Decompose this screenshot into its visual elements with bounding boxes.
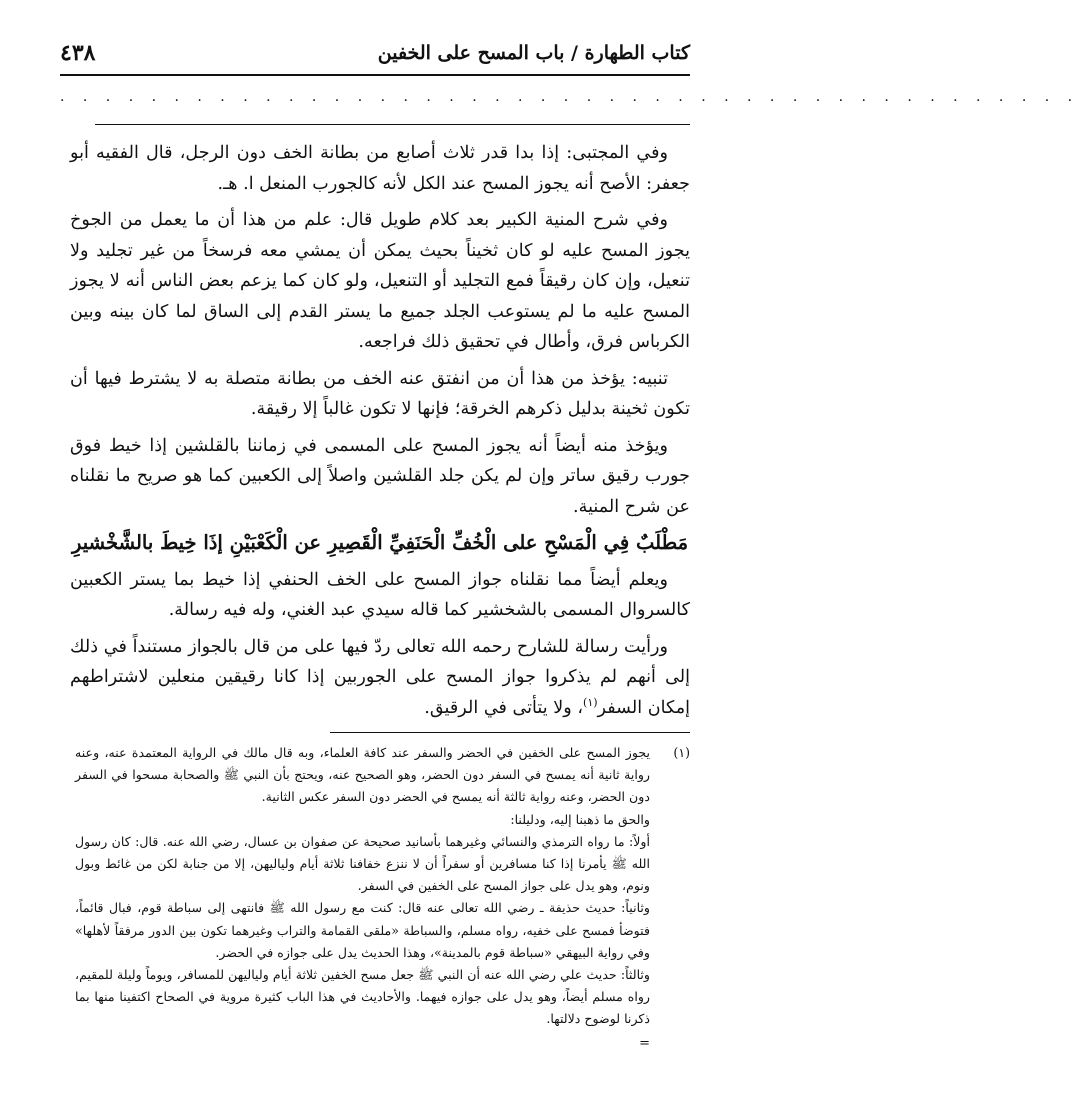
paragraph-shakhshir: ويعلم أيضاً مما نقلناه جواز المسح على الخف الحنفي إذا خيط بما يستر الكعبين كالسروال المسمى بالشخشير كما قاله سيدي عبد الغني، وله فيه رسالة. <box>70 569 690 620</box>
separator-rule <box>95 124 690 125</box>
footnotes <box>75 742 690 1055</box>
risala-end: ، ولا يتأتى في الرقيق. <box>424 697 584 718</box>
risala-text: ورأيت رسالة للشارح رحمه الله تعالى ردّ فيها على من قال بالجواز مستنداً في ذلك إلى أنهم لم يذكروا جواز المسح على الجوربين إذا كانا رقيقين منعلين لاشتراطهم إمكان السفر <box>70 636 690 718</box>
footnote-paragraph: أولاً: ما رواه الترمذي والنسائي وغيرهما بأسانيد صحيحة عن صفوان بن عسال، رضي الله عنه. قال: كان رسول الله ﷺ يأمرنا إذا كنا مسافرين أو سفراً أن لا ننزع خفافنا ثلاثة أيام ولياليهن، إلا من جنابة لكن من غائط وبول ونوم، وهو يدل على جواز المسح على الخفين في السفر. <box>75 833 650 894</box>
running-header <box>60 40 690 74</box>
footnote-content <box>75 742 650 1055</box>
main-text <box>70 138 690 729</box>
footnote-paragraph: يجوز المسح على الخفين في الحضر والسفر عند كافة العلماء، وبه قال مالك في الرواية المعتمدة عنه، وعنه رواية ثانية أنه يمسح في السفر دون الحضر، وهو الصحيح عنه، ويحتج بأن النبي ﷺ والصحابة مسحوا في السفر دون الحضر، وعنه رواية ثالثة أنه يمسح في الحضر دون السفر عكس الثانية. <box>75 745 650 805</box>
chapter-title: كتاب الطهارة / باب المسح على الخفين <box>377 42 690 64</box>
footnote-1 <box>75 742 690 1055</box>
footnote-marker: (١) <box>673 745 690 760</box>
footnote-rule <box>330 732 690 733</box>
paragraph-qalshin: ويؤخذ منه أيضاً أنه يجوز المسح على المسمى في زماننا بالقلشين إذا خيط فوق جورب رقيق ساتر وإن لم يكن جلد القلشين واصلاً إلى الكعبين كما هو صريح ما نقلناه عن شرح المنية. <box>70 435 690 517</box>
dotted-separator: . . . . . . . . . . . . . . . . . . . . . . . . . . . . . . . . . . . . . . . . . . . . . <box>60 89 1079 105</box>
paragraph-tanbih: تنبيه: يؤخذ من هذا أن من انفتق عنه الخف من بطانة متصلة به لا يشترط فيها أن تكون ثخينة بدليل ذكرهم الخرقة؛ فإنها لا تكون غالباً إلا رقيقة. <box>70 368 690 419</box>
header-rule <box>60 74 690 76</box>
paragraph-risala <box>70 632 690 724</box>
paragraph-sharh-munya: وفي شرح المنية الكبير بعد كلام طويل قال: علم من هذا أن ما يعمل من الجوخ يجوز المسح عليه لو كان ثخيناً بحيث يمكن أن يمشي معه فرسخاً من غير تجليد ولا تنعيل، وإن كان رقيقاً فمع التجليد أو التنعيل، ولو كان كما يزعم بعض الناس أنه لا يجوز المسح عليه ما لم يستوعب الجلد جميع ما يستر القدم إلى الساق لما كان بينه وبين الكرباس فرق، وأطال في تحقيق ذلك فراجعه. <box>70 210 690 352</box>
footnote-paragraph: والحق ما ذهبنا إليه، ودليلنا: <box>510 811 650 827</box>
paragraph-mujtaba: وفي المجتبى: إذا بدا قدر ثلاث أصابع من بطانة الخف دون الرجل، قال الفقيه أبو جعفر: الأصح أنه يجوز المسح عند الكل لأنه كالجورب المنعل ا. هـ. <box>70 143 690 194</box>
footnote-reference[interactable]: (١) <box>583 695 598 709</box>
footnote-paragraph: وثالثاً: حديث علي رضي الله عنه أن النبي ﷺ جعل مسح الخفين ثلاثة أيام ولياليهن للمسافر، ويوماً وليلة للمقيم، رواه مسلم أيضاً، وهو يدل على جوازه فيهما. والأحاديث في هذا الباب كثيرة مروية في الصحاح اكتفينا منها بما ذكرنا لوضوح دلالتها. <box>75 967 650 1027</box>
continuation-mark: = <box>639 1035 650 1051</box>
section-heading: مَطْلَبٌ فِي الْمَسْحِ على الْخُفِّ الْحَنَفِيِّ الْقَصِيرِ عن الْكَعْبَيْنِ إذَا خِيطَ بالشَّخْشيرِ <box>71 531 689 554</box>
footnote-paragraph: وثانياً: حديث حذيفة ـ رضي الله تعالى عنه قال: كنت مع رسول الله ﷺ فانتهى إلى سباطة قوم، فبال قائماً، فتوضأ فمسح على خفيه، رواه مسلم، والسباطة «ملقى القمامة والتراب وغيرهما تكون بين الدور مرفقاً لأهلها» وفي رواية البيهقي «سباطة قوم بالمدينة»، وهذا الحديث يدل على جوازه في الحضر. <box>75 900 650 960</box>
page-number: ٤٣٨ <box>60 40 96 66</box>
